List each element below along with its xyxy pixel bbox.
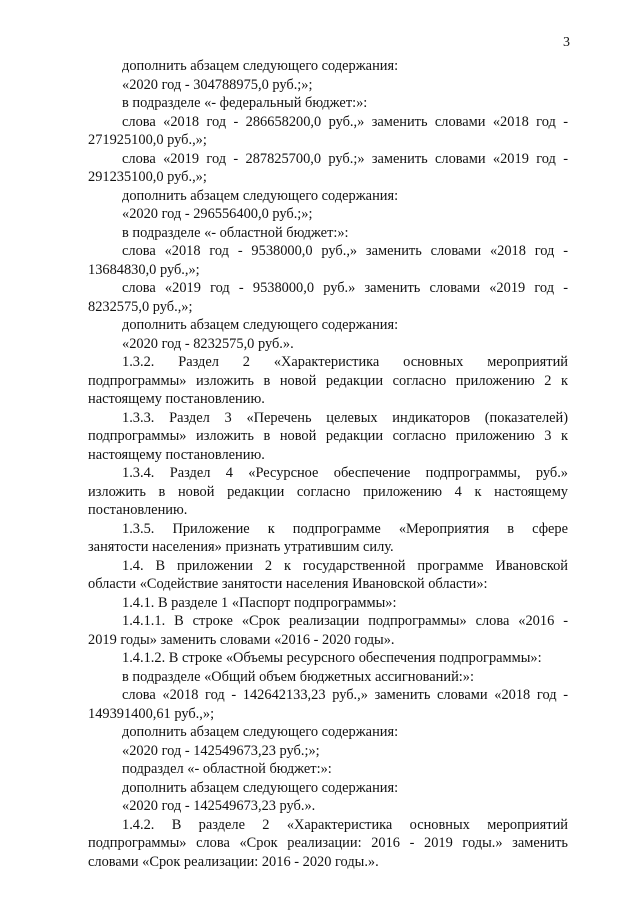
text-line: изложить в новой редакции согласно приложению 4 к настоящему bbox=[88, 483, 568, 500]
text-line: дополнить абзацем следующего содержания: bbox=[122, 187, 399, 204]
text-line: занятости населения» признать утратившим силу. bbox=[88, 539, 394, 555]
text-line: в подразделе «- областной бюджет:»: bbox=[122, 224, 349, 241]
page-number: 3 bbox=[563, 35, 570, 50]
text-line: подпрограммы» изложить в новой редакции согласно приложению 3 к bbox=[88, 428, 568, 444]
text-line: 1.4.1.2. В строке «Объемы ресурсного обеспечения подпрограммы»: bbox=[122, 650, 542, 666]
text-line: 1.3.5. Приложение к подпрограмме «Мероприятия в сфере bbox=[122, 520, 568, 537]
text-line: подпрограммы» изложить в новой редакции согласно приложению 2 к bbox=[88, 372, 568, 389]
text-line: 1.3.2. Раздел 2 «Характеристика основных мероприятий bbox=[122, 354, 568, 370]
text-line: подраздел «- областной бюджет:»: bbox=[122, 761, 332, 777]
text-line: 149391400,61 руб.,»; bbox=[88, 705, 215, 722]
text-line: словами «Срок реализации: 2016 - 2020 годы.». bbox=[88, 853, 379, 870]
text-line: области «Содействие занятости населения Ивановской области»: bbox=[88, 576, 488, 592]
text-line: 13684830,0 руб.,»; bbox=[88, 261, 200, 278]
text-line: «2020 год - 142549673,23 руб.;»; bbox=[122, 742, 320, 759]
text-line: 1.4. В приложении 2 к государственной программе Ивановской bbox=[122, 557, 568, 574]
text-line: подпрограммы» слова «Срок реализации: 2016 - 2019 годы.» заменить bbox=[88, 835, 568, 851]
text-line: постановлению. bbox=[88, 502, 188, 518]
text-line: слова «2018 год - 286658200,0 руб.,» заменить словами «2018 год - bbox=[122, 113, 568, 130]
text-line: 1.4.1. В разделе 1 «Паспорт подпрограммы»: bbox=[122, 594, 397, 611]
text-line: 1.4.2. В разделе 2 «Характеристика основных мероприятий bbox=[122, 816, 568, 833]
text-line: 8232575,0 руб.,»; bbox=[88, 298, 193, 315]
text-line: 1.4.1.1. В строке «Срок реализации подпрограммы» слова «2016 - bbox=[122, 613, 568, 629]
text-line: дополнить абзацем следующего содержания: bbox=[122, 58, 399, 74]
text-line: в подразделе «- федеральный бюджет:»: bbox=[122, 95, 368, 111]
text-line: «2020 год - 296556400,0 руб.;»; bbox=[122, 206, 313, 222]
text-line: 1.3.3. Раздел 3 «Перечень целевых индикаторов (показателей) bbox=[122, 409, 568, 426]
text-line: «2020 год - 142549673,23 руб.». bbox=[122, 798, 316, 814]
text-line: дополнить абзацем следующего содержания: bbox=[122, 724, 399, 740]
text-line: слова «2019 год - 287825700,0 руб.;» заменить словами «2019 год - bbox=[122, 150, 568, 167]
text-line: настоящему постановлению. bbox=[88, 391, 265, 407]
text-line: дополнить абзацем следующего содержания: bbox=[122, 779, 399, 796]
text-line: дополнить абзацем следующего содержания: bbox=[122, 317, 399, 333]
text-line: в подразделе «Общий объем бюджетных ассигнований:»: bbox=[122, 668, 474, 685]
text-line: 1.3.4. Раздел 4 «Ресурсное обеспечение подпрограммы, руб.» bbox=[122, 465, 568, 481]
document-body bbox=[88, 57, 568, 871]
text-line: «2020 год - 304788975,0 руб.;»; bbox=[122, 76, 313, 93]
text-line: слова «2019 год - 9538000,0 руб.» заменить словами «2019 год - bbox=[122, 280, 568, 296]
text-line: слова «2018 год - 142642133,23 руб.,» заменить словами «2018 год - bbox=[122, 687, 568, 703]
text-line: настоящему постановлению. bbox=[88, 446, 265, 463]
text-line: 2019 годы» заменить словами «2016 - 2020 годы». bbox=[88, 631, 395, 648]
text-line: 271925100,0 руб.,»; bbox=[88, 132, 207, 148]
text-line: «2020 год - 8232575,0 руб.». bbox=[122, 335, 294, 352]
text-line: слова «2018 год - 9538000,0 руб.,» заменить словами «2018 год - bbox=[122, 243, 568, 259]
text-line: 291235100,0 руб.,»; bbox=[88, 169, 207, 185]
